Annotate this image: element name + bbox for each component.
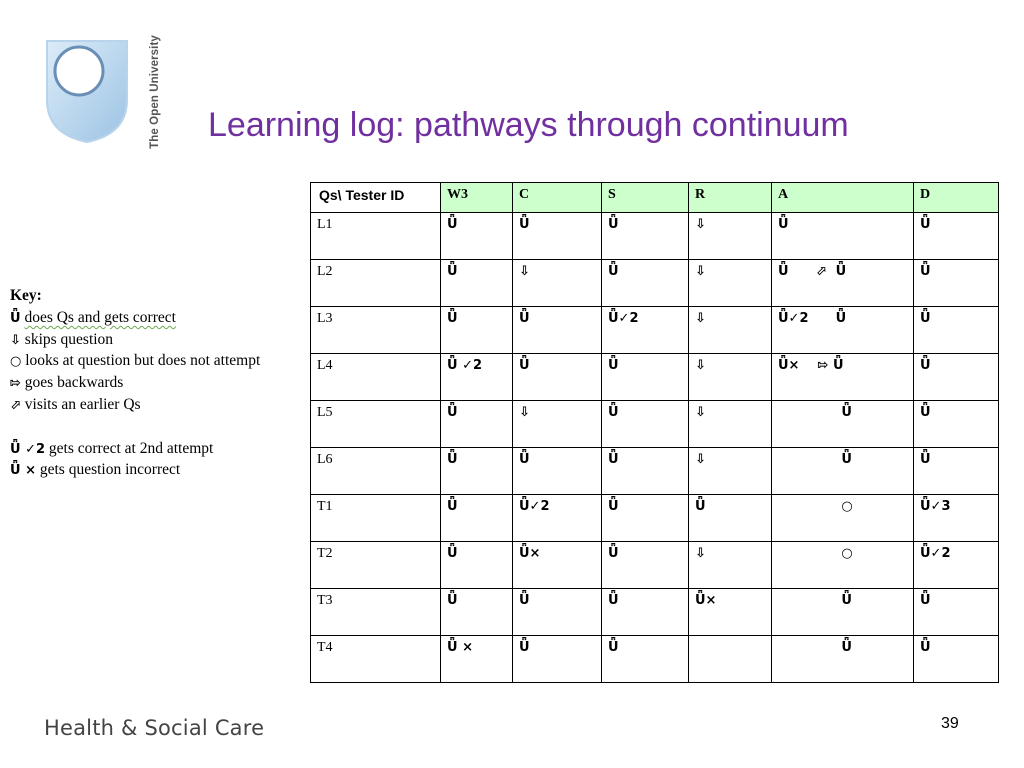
key-item-text: looks at question but does not attempt (25, 352, 261, 370)
pathway-symbols: ⇩ (695, 358, 706, 373)
pathway-symbols: Ǖ (920, 640, 931, 655)
pathway-symbols: Ǖ (920, 264, 931, 279)
table-cell (513, 448, 602, 495)
key-item-revisit (10, 394, 310, 416)
key-item-text: goes backwards (24, 374, 124, 392)
row-id: L1 (311, 213, 441, 260)
table-cell (772, 260, 914, 307)
table-cell (441, 260, 513, 307)
pathway-symbols: Ǖ (920, 311, 931, 326)
key-item-text: visits an earlier Qs (24, 395, 141, 413)
row-id: L6 (311, 448, 441, 495)
pathway-symbols: Ǖ (608, 217, 619, 232)
table-cell (441, 542, 513, 589)
pathway-symbols: Ǖ (447, 452, 458, 467)
pathway-symbols: Ǖ (447, 593, 458, 608)
table-cell (914, 495, 999, 542)
table-cell (772, 495, 914, 542)
second-attempt-icon: Ǖ ✓2 (10, 441, 46, 457)
table-cell (602, 260, 689, 307)
pathway-symbols: Ǖ (519, 593, 530, 608)
pathway-symbols: Ǖ (447, 499, 458, 514)
table-cell (689, 401, 772, 448)
key-item-text: does Qs and gets correct (24, 308, 176, 326)
correct-icon: Ǖ (10, 310, 21, 326)
table-cell (602, 589, 689, 636)
table-cell (914, 401, 999, 448)
table-cell (513, 589, 602, 636)
table-cell (602, 213, 689, 260)
pathway-symbols: Ǖ (608, 264, 619, 279)
table-cell (441, 307, 513, 354)
pathway-symbols: ⇩ (695, 217, 706, 232)
table-cell (602, 495, 689, 542)
header-r: R (689, 183, 772, 213)
key-item-text: gets correct at 2nd attempt (48, 439, 214, 457)
pathway-symbols: Ǖ (608, 499, 619, 514)
table-cell (914, 260, 999, 307)
pathway-symbols: ⇩ (519, 405, 530, 420)
table-cell (602, 354, 689, 401)
pathway-symbols: Ǖ (519, 640, 530, 655)
table-row (311, 448, 999, 495)
pathway-symbols: ⇩ (519, 264, 530, 279)
key-item-second-attempt (10, 438, 310, 460)
page-number: 39 (941, 715, 959, 732)
pathway-symbols: Ǖ✓3 (920, 499, 951, 514)
table-cell (689, 448, 772, 495)
pathway-symbols: Ǖ × (447, 640, 473, 655)
table-cell (772, 448, 914, 495)
look-icon: ○ (10, 354, 22, 370)
table-cell (513, 542, 602, 589)
table-cell (914, 636, 999, 683)
table-cell (772, 307, 914, 354)
pathway-symbols: Ǖ ✓2 (447, 358, 483, 373)
pathway-symbols: Ǖ (608, 546, 619, 561)
pathway-symbols: Ǖ (519, 311, 530, 326)
header-s: S (602, 183, 689, 213)
pathway-symbols: Ǖ (920, 452, 931, 467)
pathway-symbols: Ǖ (608, 640, 619, 655)
table-cell (914, 448, 999, 495)
row-id: T2 (311, 542, 441, 589)
row-id: L4 (311, 354, 441, 401)
table-cell (513, 260, 602, 307)
pathway-symbols: Ǖ (920, 217, 931, 232)
pathway-symbols: Ǖ (519, 452, 530, 467)
table-row (311, 589, 999, 636)
pathway-symbols: Ǖ✓2 (519, 499, 550, 514)
table-cell (772, 636, 914, 683)
table-cell (914, 354, 999, 401)
footer-label: Health & Social Care (44, 716, 265, 740)
row-id: T3 (311, 589, 441, 636)
header-tester-id: Qs\ Tester ID (311, 183, 441, 213)
header-d: D (914, 183, 999, 213)
pathway-symbols: Ǖ× (695, 593, 717, 608)
pathway-symbols: Ǖ (778, 640, 852, 655)
row-id: L5 (311, 401, 441, 448)
table-row (311, 542, 999, 589)
skip-icon: ⇩ (10, 332, 21, 348)
learning-log-table (310, 182, 999, 683)
key-item-skip (10, 329, 310, 351)
table-row (311, 495, 999, 542)
pathway-symbols: ○ (778, 499, 853, 514)
key-item-text: skips question (24, 330, 114, 348)
table-cell (772, 401, 914, 448)
row-id: T1 (311, 495, 441, 542)
key-legend (10, 285, 310, 481)
row-id: T4 (311, 636, 441, 683)
key-item-look (10, 350, 310, 372)
table-cell (689, 307, 772, 354)
pathway-symbols: ○ (778, 546, 853, 561)
pathway-symbols: Ǖ (608, 405, 619, 420)
header-a: A (772, 183, 914, 213)
table-cell (513, 354, 602, 401)
pathway-symbols: Ǖ (695, 499, 706, 514)
key-heading: Key: (10, 287, 42, 304)
pathway-symbols: Ǖ (920, 405, 931, 420)
key-item-incorrect (10, 459, 310, 481)
table-cell (441, 448, 513, 495)
table-cell (689, 589, 772, 636)
table-row (311, 307, 999, 354)
table-cell (689, 542, 772, 589)
table-cell (689, 636, 772, 683)
table-cell (914, 213, 999, 260)
pathway-symbols: Ǖ× (519, 546, 541, 561)
pathway-symbols: Ǖ (920, 358, 931, 373)
slide-title: Learning log: pathways through continuum (208, 106, 849, 144)
pathway-symbols: Ǖ (778, 405, 852, 420)
table-cell (689, 260, 772, 307)
pathway-symbols: Ǖ (778, 593, 852, 608)
header-w3: W3 (441, 183, 513, 213)
table-cell (772, 589, 914, 636)
pathway-symbols: Ǖ (447, 546, 458, 561)
table-cell (513, 307, 602, 354)
pathway-symbols: ⇩ (695, 546, 706, 561)
pathway-symbols: Ǖ✓2 (608, 311, 639, 326)
open-university-shield-logo (44, 38, 130, 144)
table-cell (513, 495, 602, 542)
incorrect-icon: Ǖ × (10, 463, 36, 479)
table-cell (602, 448, 689, 495)
table-cell (441, 636, 513, 683)
pathway-symbols: Ǖ (608, 358, 619, 373)
table-cell (689, 213, 772, 260)
pathway-symbols: Ǖ (608, 593, 619, 608)
pathway-symbols: Ǖ (447, 217, 458, 232)
pathway-symbols: ⇩ (695, 311, 706, 326)
pathway-symbols: Ǖ (778, 452, 852, 467)
pathway-symbols: Ǖ× ⇰ Ǖ (778, 358, 844, 373)
pathway-symbols: Ǖ (608, 452, 619, 467)
pathway-symbols: ⇩ (695, 264, 706, 279)
table-header-row (311, 183, 999, 213)
table-cell (689, 495, 772, 542)
table-cell (602, 542, 689, 589)
table-cell (441, 401, 513, 448)
table-cell (602, 401, 689, 448)
table-cell (772, 213, 914, 260)
table-cell (914, 542, 999, 589)
pathway-symbols: Ǖ (447, 405, 458, 420)
row-id: L3 (311, 307, 441, 354)
pathway-symbols: Ǖ (447, 264, 458, 279)
key-item-correct (10, 307, 310, 329)
table-cell (914, 307, 999, 354)
table-cell (602, 307, 689, 354)
revisit-icon: ⬀ (10, 397, 21, 413)
pathway-symbols: Ǖ✓2 Ǖ (778, 311, 847, 326)
pathway-symbols: Ǖ (447, 311, 458, 326)
table-cell (441, 354, 513, 401)
key-item-backwards (10, 372, 310, 394)
pathway-symbols: Ǖ (778, 217, 789, 232)
key-item-text: gets question incorrect (39, 461, 181, 479)
pathway-symbols: Ǖ ⬀ Ǖ (778, 264, 847, 279)
pathway-symbols: Ǖ✓2 (920, 546, 951, 561)
header-c: C (513, 183, 602, 213)
table-cell (772, 354, 914, 401)
row-id: L2 (311, 260, 441, 307)
table-cell (441, 495, 513, 542)
pathway-symbols: Ǖ (920, 593, 931, 608)
table-cell (513, 636, 602, 683)
table-cell (689, 354, 772, 401)
pathway-symbols: ⇩ (695, 405, 706, 420)
table-cell (441, 213, 513, 260)
table-row (311, 636, 999, 683)
table-cell (513, 213, 602, 260)
table-row (311, 213, 999, 260)
pathway-symbols: ⇩ (695, 452, 706, 467)
table-cell (513, 401, 602, 448)
table-cell (772, 542, 914, 589)
table-cell (914, 589, 999, 636)
table-row (311, 354, 999, 401)
open-university-wordmark: The Open University (149, 35, 161, 149)
table-cell (441, 589, 513, 636)
table-row (311, 401, 999, 448)
backwards-icon: ⇰ (10, 376, 21, 392)
table-cell (602, 636, 689, 683)
pathway-symbols: Ǖ (519, 217, 530, 232)
pathway-symbols: Ǖ (519, 358, 530, 373)
table-row (311, 260, 999, 307)
